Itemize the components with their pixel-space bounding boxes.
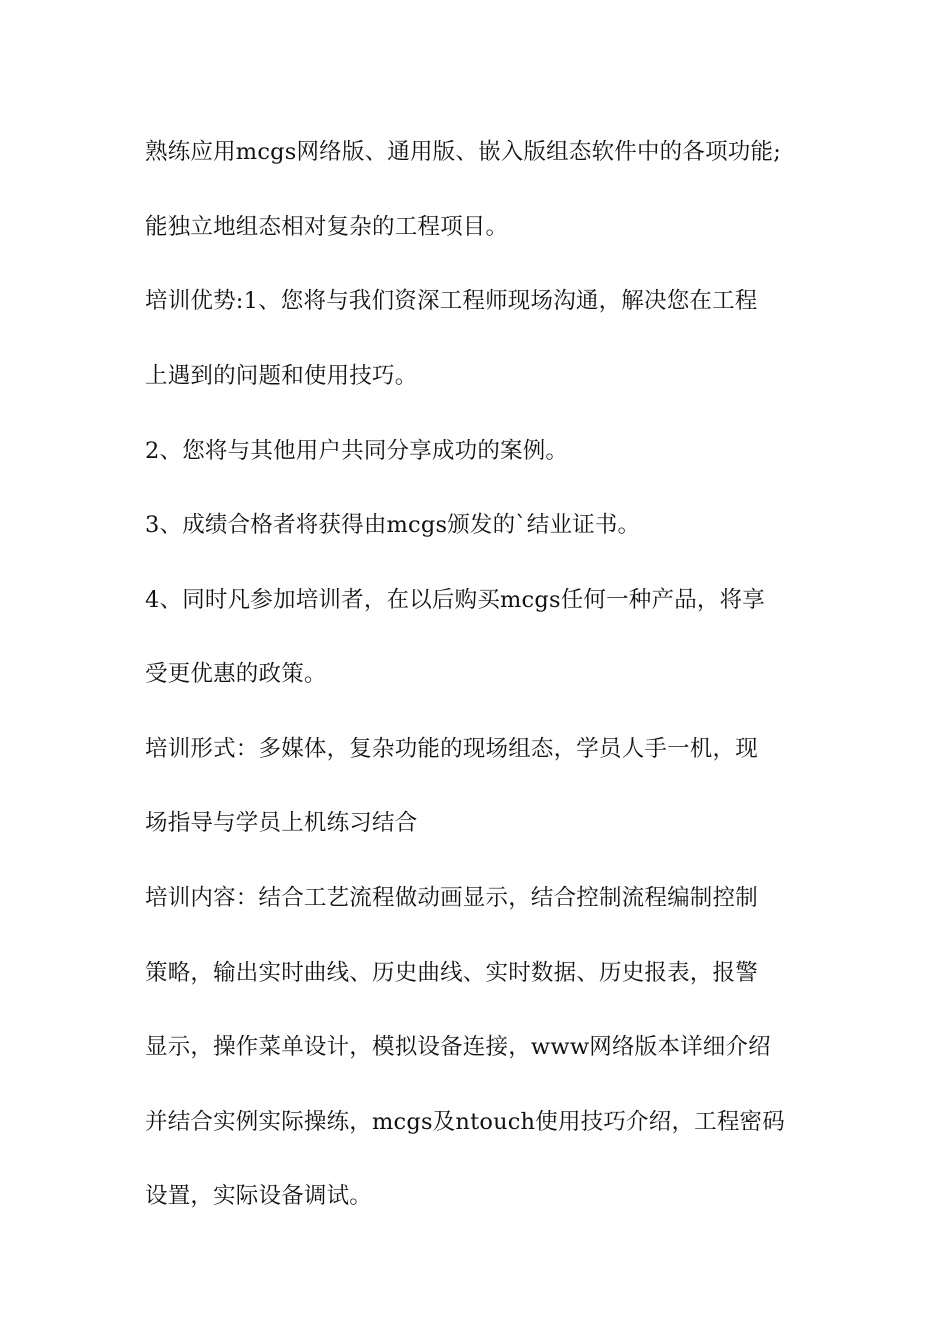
text-line: 2、您将与其他用户共同分享成功的案例。	[145, 438, 569, 464]
text-line: 设置，实际设备调试。	[145, 1183, 373, 1209]
text-line: 能独立地组态相对复杂的工程项目。	[145, 214, 509, 240]
text-line: 熟练应用mcgs网络版、通用版、嵌入版组态软件中的各项功能;	[145, 139, 781, 165]
text-line: 场指导与学员上机练习结合	[145, 810, 418, 836]
text-line: 培训内容：结合工艺流程做动画显示，结合控制流程编制控制	[145, 885, 758, 911]
text-line: 策略，输出实时曲线、历史曲线、实时数据、历史报表，报警	[145, 960, 758, 986]
text-line: 受更优惠的政策。	[145, 661, 327, 687]
text-line: 培训形式：多媒体，复杂功能的现场组态，学员人手一机，现	[145, 736, 758, 762]
text-line: 4、同时凡参加培训者，在以后购买mcgs任何一种产品，将享	[145, 587, 766, 613]
text-line: 并结合实例实际操练，mcgs及ntouch使用技巧介绍，工程密码	[145, 1109, 785, 1135]
text-line: 培训优势:1、您将与我们资深工程师现场沟通，解决您在工程	[145, 288, 758, 314]
text-line: 上遇到的问题和使用技巧。	[145, 363, 418, 389]
text-line: 3、成绩合格者将获得由mcgs颁发的`结业证书。	[145, 512, 641, 538]
text-line: 显示，操作菜单设计，模拟设备连接，www网络版本详细介绍	[145, 1034, 771, 1060]
